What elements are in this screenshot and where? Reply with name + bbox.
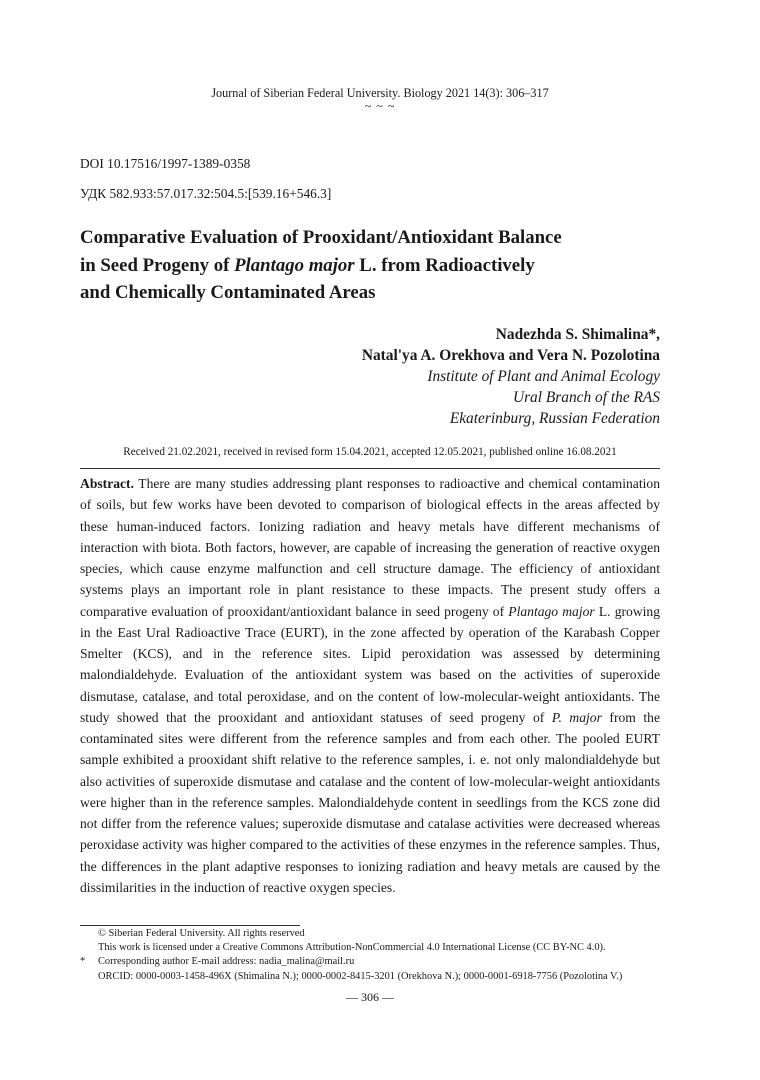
abstract-label: Abstract. — [80, 476, 134, 491]
author-line-2: Natal'ya A. Orekhova and Vera N. Pozolotina — [361, 347, 660, 364]
author-line-1: Nadezhda S. Shimalina*, — [495, 326, 660, 343]
abstract-text-3: from the contaminated sites were different from the reference samples and from each other. The pooled EURT sample exhibited a prooxidant shift relative to the reference samples, i. e. not only malondialdehyde but also activities of superoxide dismutase and catalase and the content of low-molecular-weight antioxidants were higher than in the reference samples. Malondialdehyde content in seedlings from the KCS zone did not differ from the reference values; superoxide dismutase and catalase activities were decreased whereas peroxidase activity was higher compared to the activities of these enzymes in the reference samples. Thus, the differences in the plant adaptive responses to ionizing radiation and heavy metals are caused by the dissimilarities in the induction of reactive oxygen species. — [80, 709, 661, 895]
orcid-text: ORCID: 0000-0003-1458-496X (Shimalina N.); 0000-0002-8415-3201 (Orekhova N.); 0000-0001-6918-7756 (Pozolotina V.) — [98, 970, 623, 982]
title-line-2-start: in Seed Progeny of — [80, 254, 235, 276]
abstract — [80, 473, 660, 898]
doi: DOI 10.17516/1997-1389-0358 — [80, 156, 251, 171]
authors — [362, 324, 660, 366]
abstract-divider — [80, 468, 660, 469]
footnote-orcid — [80, 970, 680, 984]
title-line-2-end: L. from Radioactively — [354, 254, 535, 276]
affiliation — [427, 366, 660, 430]
copyright-text: © Siberian Federal University. All rights reserved — [98, 928, 305, 939]
abstract-text-1: There are many studies addressing plant responses to radioactive and chemical contamination of soils, but few works have been devoted to comparison of biological effects in the areas affected by these human-induced factors. Ionizing radiation and heavy metals have different mechanisms of interaction with biota. Both factors, however, are capable of increasing the generation of reactive oxygen species, which cause enzyme malfunction and cell structure damage. The efficiency of antioxidant systems plays an important role in plant resistance to these impacts. The present study offers a comparative evaluation of prooxidant/antioxidant balance in seed progeny of — [80, 476, 660, 619]
footnote-copyright — [80, 927, 680, 941]
article-title — [80, 224, 700, 307]
abstract-text-2: L. growing in the East Ural Radioactive Trace (EURT), in the zone affected by operation of the Karabash Copper Smelter (KCS), and in the reference sites. Lipid peroxidation was assessed by determining malondialdehyde. Evaluation of the antioxidant system was based on the activities of superoxide dismutase, catalase, and total peroxidase, and on the content of low-molecular-weight antioxidants. The study showed that the prooxidant and antioxidant statuses of seed progeny of — [80, 603, 661, 725]
header-ornament: ~ ~ ~ — [364, 99, 396, 113]
abstract-species-2: P. major — [551, 709, 602, 725]
footnote-license — [80, 941, 680, 955]
affiliation-line-3: Ekaterinburg, Russian Federation — [449, 410, 660, 428]
footnote-divider — [80, 925, 300, 926]
affiliation-line-1: Institute of Plant and Animal Ecology — [427, 368, 660, 385]
title-species-name: Plantago major — [234, 254, 355, 276]
title-line-3: and Chemically Contaminated Areas — [80, 282, 376, 303]
article-dates: Received 21.02.2021, received in revised form 15.04.2021, accepted 12.05.2021, published online 16.08.2021 — [123, 446, 617, 458]
journal-header: Journal of Siberian Federal University. Biology 2021 14(3): 306–317 — [211, 86, 549, 100]
abstract-species-1: Plantago major — [508, 603, 595, 619]
footnote-corresponding — [80, 955, 680, 969]
corresponding-author-text: Corresponding author E-mail address: nadia_malina@mail.ru — [98, 956, 355, 968]
page-number: — 306 — — [346, 990, 394, 1004]
license-text: This work is licensed under a Creative Commons Attribution-NonCommercial 4.0 International License (CC BY-NC 4.0). — [98, 942, 606, 954]
title-line-2 — [80, 252, 700, 280]
asterisk-mark: * — [80, 956, 86, 968]
udc-code: УДК 582.933:57.017.32:504.5:[539.16+546.3] — [80, 186, 332, 201]
footnotes — [80, 927, 680, 984]
title-line-1: Comparative Evaluation of Prooxidant/Antioxidant Balance — [80, 227, 562, 248]
affiliation-line-2: Ural Branch of the RAS — [512, 389, 660, 407]
